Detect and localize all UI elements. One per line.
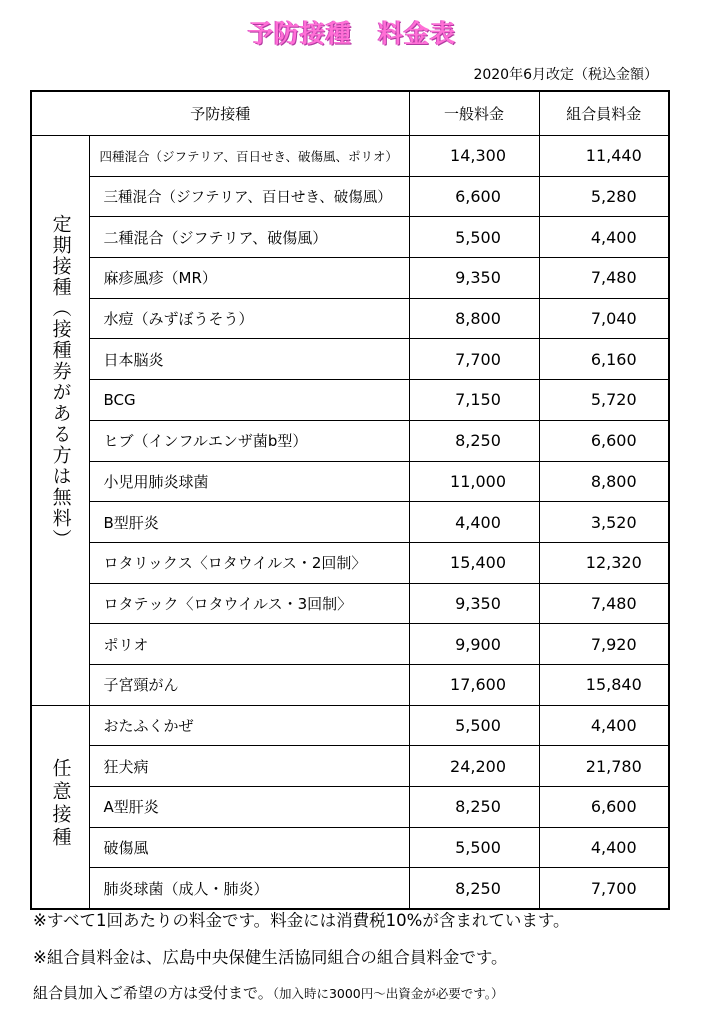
member-price: 6,600 xyxy=(539,787,669,828)
member-price: 6,160 xyxy=(539,339,669,380)
member-price: 7,480 xyxy=(539,583,669,624)
header-member: 組合員料金 xyxy=(539,91,669,136)
vaccine-name: 肺炎球菌（成人・肺炎） xyxy=(89,868,409,909)
vaccine-name: 水痘（みずぼうそう） xyxy=(89,298,409,339)
general-price: 24,200 xyxy=(409,746,539,787)
vaccine-name: 三種混合（ジフテリア、百日せき、破傷風） xyxy=(89,176,409,217)
vaccine-name: 麻疹風疹（MR） xyxy=(89,258,409,299)
vaccine-name: A型肝炎 xyxy=(89,787,409,828)
general-price: 5,500 xyxy=(409,217,539,258)
general-price: 17,600 xyxy=(409,664,539,705)
vaccine-name: ロタリックス〈ロタウイルス・2回制〉 xyxy=(89,542,409,583)
note-member-price: ※組合員料金は、広島中央保健生活協同組合の組合員料金です。 xyxy=(33,948,508,967)
member-price: 8,800 xyxy=(539,461,669,502)
vaccine-name: ロタテック〈ロタウイルス・3回制〉 xyxy=(89,583,409,624)
member-price: 5,720 xyxy=(539,380,669,421)
general-price: 11,000 xyxy=(409,461,539,502)
member-price: 21,780 xyxy=(539,746,669,787)
header-general: 一般料金 xyxy=(409,91,539,136)
table-row xyxy=(31,176,669,217)
general-price: 5,500 xyxy=(409,827,539,868)
table-body xyxy=(31,136,669,910)
fee-table xyxy=(30,90,670,910)
member-price: 4,400 xyxy=(539,827,669,868)
member-price: 5,280 xyxy=(539,176,669,217)
general-price: 14,300 xyxy=(409,136,539,177)
vaccine-name: 日本脳炎 xyxy=(89,339,409,380)
general-price: 4,400 xyxy=(409,502,539,543)
general-price: 8,800 xyxy=(409,298,539,339)
note-membership-sub: （加入時に3000円～出資金が必要です。） xyxy=(272,986,504,1001)
table-row xyxy=(31,217,669,258)
member-price: 4,400 xyxy=(539,705,669,746)
vaccine-name: 狂犬病 xyxy=(89,746,409,787)
revision-note: 2020年6月改定（税込金額） xyxy=(473,67,658,83)
vaccine-name: ヒブ（インフルエンザ菌b型） xyxy=(89,420,409,461)
vaccine-name: 二種混合（ジフテリア、破傷風） xyxy=(89,217,409,258)
member-price: 12,320 xyxy=(539,542,669,583)
table-row xyxy=(31,339,669,380)
table-row xyxy=(31,461,669,502)
general-price: 7,150 xyxy=(409,380,539,421)
general-price: 9,900 xyxy=(409,624,539,665)
table-row xyxy=(31,583,669,624)
vaccine-name: 破傷風 xyxy=(89,827,409,868)
member-price: 6,600 xyxy=(539,420,669,461)
general-price: 6,600 xyxy=(409,176,539,217)
member-price: 7,700 xyxy=(539,868,669,909)
member-price: 7,040 xyxy=(539,298,669,339)
table-row xyxy=(31,258,669,299)
table-row xyxy=(31,827,669,868)
member-price: 4,400 xyxy=(539,217,669,258)
table-row xyxy=(31,868,669,909)
table-row xyxy=(31,705,669,746)
note-tax: ※すべて1回あたりの料金です。料金には消費税10%が含まれています。 xyxy=(33,911,570,930)
member-price: 7,480 xyxy=(539,258,669,299)
vaccine-name: 小児用肺炎球菌 xyxy=(89,461,409,502)
general-price: 9,350 xyxy=(409,258,539,299)
table-row xyxy=(31,298,669,339)
table-row xyxy=(31,420,669,461)
table-row xyxy=(31,502,669,543)
note-membership-main: 組合員加入ご希望の方は受付まで。 xyxy=(33,984,273,1002)
member-price: 11,440 xyxy=(539,136,669,177)
member-price: 3,520 xyxy=(539,502,669,543)
note-membership xyxy=(33,982,504,1003)
table-row xyxy=(31,787,669,828)
table-header-row xyxy=(31,91,669,136)
vaccine-name: B型肝炎 xyxy=(89,502,409,543)
member-price: 7,920 xyxy=(539,624,669,665)
general-price: 9,350 xyxy=(409,583,539,624)
vaccine-name: おたふくかぜ xyxy=(89,705,409,746)
general-price: 8,250 xyxy=(409,787,539,828)
group-label-regular xyxy=(31,136,89,706)
general-price: 15,400 xyxy=(409,542,539,583)
general-price: 8,250 xyxy=(409,868,539,909)
general-price: 8,250 xyxy=(409,420,539,461)
table-row xyxy=(31,664,669,705)
page-title: 予防接種 料金表 xyxy=(247,19,456,48)
group-label-text: 定期接種（接種券がある方は無料） xyxy=(49,214,72,550)
group-label-text: 任意接種 xyxy=(49,758,72,851)
vaccine-name: ポリオ xyxy=(89,624,409,665)
table-row xyxy=(31,542,669,583)
table-row xyxy=(31,624,669,665)
table-row xyxy=(31,746,669,787)
table-row xyxy=(31,380,669,421)
vaccine-name: 子宮頸がん xyxy=(89,664,409,705)
general-price: 7,700 xyxy=(409,339,539,380)
group-label-optional xyxy=(31,705,89,909)
member-price: 15,840 xyxy=(539,664,669,705)
header-vaccine: 予防接種 xyxy=(31,91,409,136)
vaccine-name: BCG xyxy=(89,380,409,421)
general-price: 5,500 xyxy=(409,705,539,746)
table-row xyxy=(31,136,669,177)
vaccine-name: 四種混合（ジフテリア、百日せき、破傷風、ポリオ） xyxy=(89,136,409,177)
